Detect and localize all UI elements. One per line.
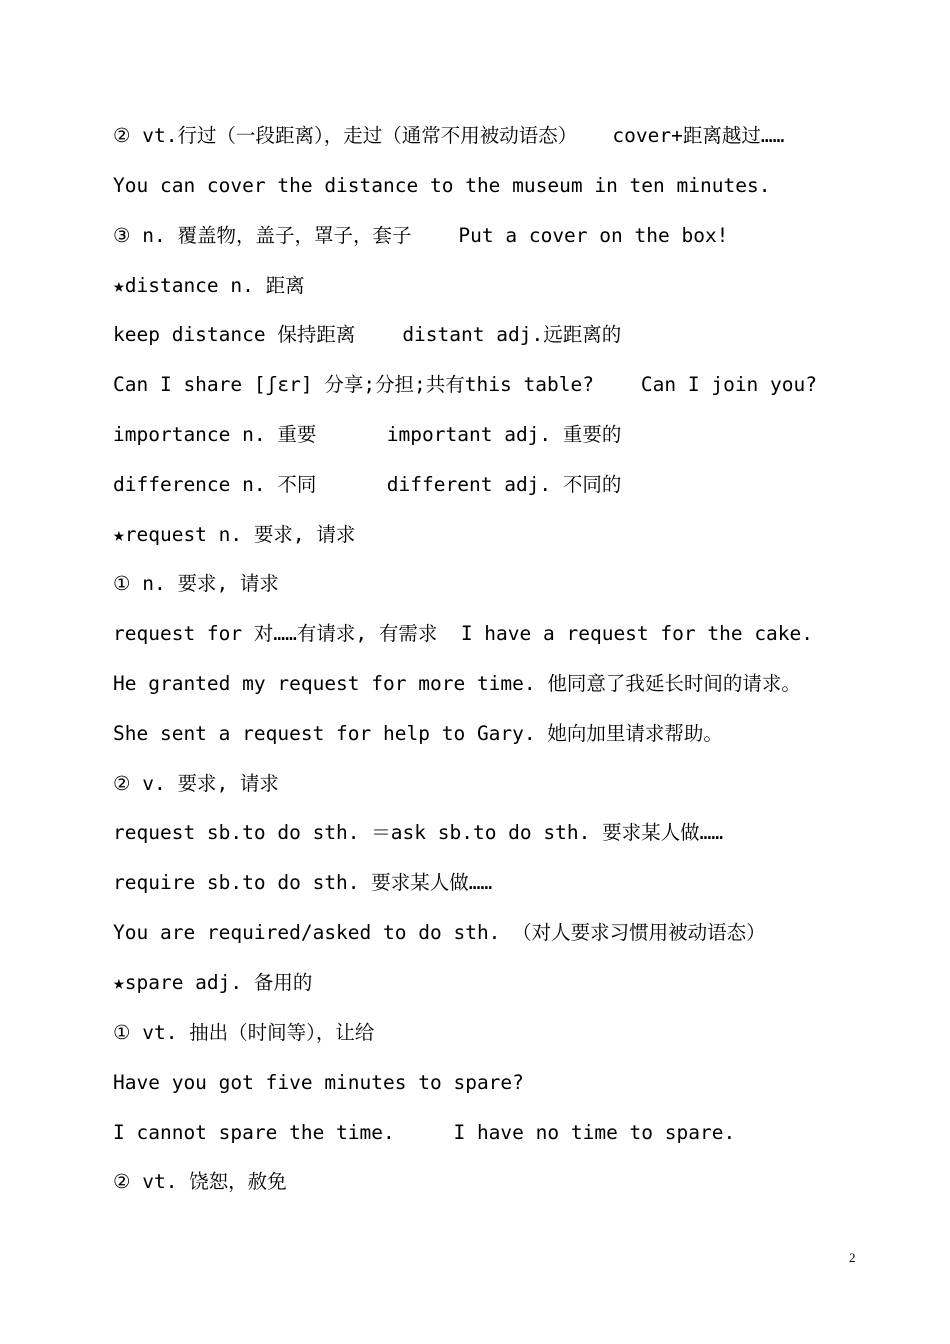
text-line-cover-meaning-3: ③ n. 覆盖物，盖子，罩子，套子 Put a cover on the box! <box>113 224 729 247</box>
text-line-request-sb: request sb.to do sth. ＝ask sb.to do sth. 要求某人做…… <box>113 821 724 844</box>
text-line-spare-example-1: Have you got five minutes to spare? <box>113 1071 524 1094</box>
text-line-keep-distance: keep distance 保持距离 distant adj.远距离的 <box>113 323 622 346</box>
text-line-spare-meaning-1: ① vt. 抽出（时间等），让给 <box>113 1021 375 1044</box>
text-line-spare-heading: ★spare adj. 备用的 <box>113 971 313 994</box>
text-line-granted-example: He granted my request for more time. 他同意了我延长时间的请求。 <box>113 672 801 695</box>
page-number: 2 <box>849 1250 856 1265</box>
text-line-cover-example: You can cover the distance to the museum in ten minutes. <box>113 174 771 197</box>
text-line-require-sb: require sb.to do sth. 要求某人做…… <box>113 871 493 894</box>
text-line-request-for: request for 对……有请求, 有需求 I have a request for the cake. <box>113 622 814 645</box>
text-line-request-verb: ② v. 要求, 请求 <box>113 772 279 795</box>
text-line-difference: difference n. 不同 different adj. 不同的 <box>113 473 622 496</box>
text-line-sent-example: She sent a request for help to Gary. 她向加里请求帮助。 <box>113 722 723 745</box>
text-line-distance-heading: ★distance n. 距离 <box>113 274 305 297</box>
text-line-request-noun: ① n. 要求, 请求 <box>113 572 279 595</box>
text-line-spare-example-2: I cannot spare the time. I have no time to spare. <box>113 1121 736 1144</box>
text-line-spare-meaning-2: ② vt. 饶恕，赦免 <box>113 1170 287 1193</box>
text-line-importance: importance n. 重要 important adj. 重要的 <box>113 423 622 446</box>
text-line-cover-meaning-2: ② vt.行过（一段距离），走过（通常不用被动语态） cover+距离越过…… <box>113 124 785 147</box>
text-line-request-heading: ★request n. 要求, 请求 <box>113 523 356 546</box>
text-line-required-passive: You are required/asked to do sth. （对人要求习惯用被动语态） <box>113 921 766 944</box>
text-line-share-example: Can I share [ʃɛr] 分享;分担;共有this table? Can I join you? <box>113 373 817 396</box>
